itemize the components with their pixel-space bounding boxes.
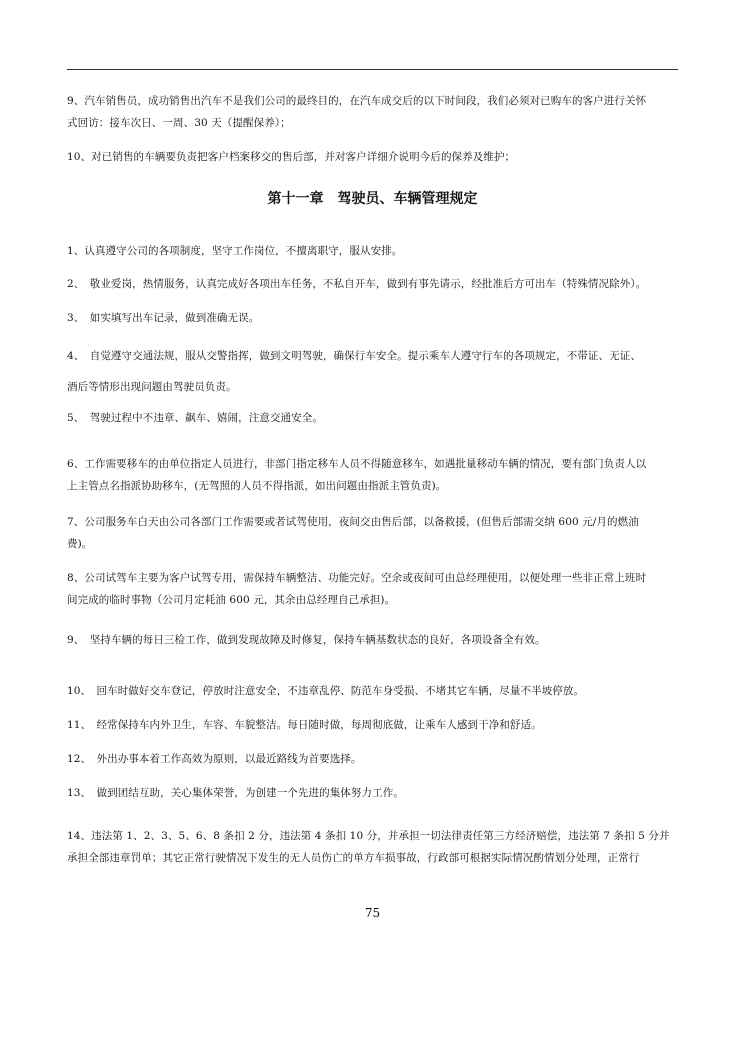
text-line: 2、 敬业爱岗，热情服务，认真完成好各项出车任务，不私自开车，做到有事先请示，经批准后方可出车（特殊情况除外）。 bbox=[67, 278, 647, 290]
text-line: 10、 回车时做好交车登记，停放时注意安全，不违章乱停、防范车身受损、不堵其它车辆，尽量不半坡停放。 bbox=[67, 685, 585, 697]
rule-13 bbox=[67, 782, 678, 804]
chapter-title: 第十一章 驾驶员、车辆管理规定 bbox=[267, 191, 478, 207]
text-line: 14、违法第 1、2、3、5、6、8 条扣 2 分，违法第 4 条扣 10 分，并承担一切法律责任第三方经济赔偿，违法第 7 条扣 5 分并 bbox=[67, 830, 670, 842]
text-line: 8、公司试驾车主要为客户试驾专用，需保持车辆整洁、功能完好。空余或夜间可由总经理使用，以便处理一些非正常上班时 bbox=[67, 572, 647, 584]
text-line: 费)。 bbox=[67, 538, 93, 550]
rule-7 bbox=[67, 511, 678, 555]
text-line: 承担全部违章罚单；其它正常行驶情况下发生的无人员伤亡的单方车损事故，行政部可根据实际情况酌情划分处理，正常行 bbox=[67, 852, 640, 864]
rule-6 bbox=[67, 453, 678, 497]
rule-10 bbox=[67, 680, 678, 702]
text-line: 13、 做到团结互助，关心集体荣誉，为创建一个先进的集体努力工作。 bbox=[67, 787, 404, 799]
rule-1 bbox=[67, 240, 678, 262]
text-line: 12、 外出办事本着工作高效为原则，以最近路线为首要选择。 bbox=[67, 753, 362, 765]
rule-4 bbox=[67, 341, 678, 403]
text-line: 7、公司服务车白天由公司各部门工作需要或者试驾使用，夜间交由售后部，以备救援，(但售后部需交纳 600 元/月的燃油 bbox=[67, 516, 639, 528]
header-rule bbox=[67, 69, 678, 70]
text-line: 10、对已销售的车辆要负责把客户档案移交的售后部，并对客户详细介说明今后的保养及维护； bbox=[67, 151, 516, 163]
page-number: 75 bbox=[364, 906, 381, 920]
item-9 bbox=[67, 90, 678, 134]
text-line: 间完成的临时事物（公司月定耗油 600 元，其余由总经理自己承担)。 bbox=[67, 594, 396, 606]
text-line: 9、汽车销售员，成功销售出汽车不是我们公司的最终目的，在汽车成交后的以下时间段，我们必须对已购车的客户进行关怀 bbox=[67, 95, 647, 107]
rule-8 bbox=[67, 567, 678, 611]
text-line: 式回访：接车次日、一周、30 天（提醒保养）； bbox=[67, 117, 291, 129]
text-line: 9、 坚持车辆的每日三检工作，做到发现故障及时修复，保持车辆基数状态的良好，各项设备全有效。 bbox=[67, 634, 546, 646]
text-line: 1、认真遵守公司的各项制度，坚守工作岗位，不擅离职守，服从安排。 bbox=[67, 245, 403, 257]
text-line: 3、 如实填写出车记录，做到准确无误。 bbox=[67, 312, 260, 324]
rule-14 bbox=[67, 825, 678, 869]
text-line: 11、 经常保持车内外卫生，车容、车貌整洁。每日随时做，每周彻底做，让乘车人感到干净和舒适。 bbox=[67, 719, 542, 731]
rule-3 bbox=[67, 307, 678, 329]
text-line: 酒后等情形出现问题由驾驶员负责。 bbox=[67, 381, 237, 393]
rule-5 bbox=[67, 407, 678, 429]
text-line: 上主管点名指派协助移车，(无驾照的人员不得指派，如出问题由指派主管负责)。 bbox=[67, 480, 447, 492]
rule-11 bbox=[67, 714, 678, 736]
rule-9 bbox=[67, 629, 678, 651]
rule-2 bbox=[67, 273, 678, 295]
text-line: 6、工作需要移车的由单位指定人员进行，非部门指定移车人员不得随意移车，如遇批量移动车辆的情况，要有部门负责人以 bbox=[67, 458, 647, 470]
text-line: 5、 驾驶过程中不违章、飙车、嬉闹，注意交通安全。 bbox=[67, 412, 323, 424]
item-10 bbox=[67, 146, 678, 168]
rule-12 bbox=[67, 748, 678, 770]
text-line: 4、 自觉遵守交通法规，服从交警指挥，做到文明驾驶，确保行车安全。提示乘车人遵守行车的各项规定，不带证、无证、 bbox=[67, 350, 641, 362]
